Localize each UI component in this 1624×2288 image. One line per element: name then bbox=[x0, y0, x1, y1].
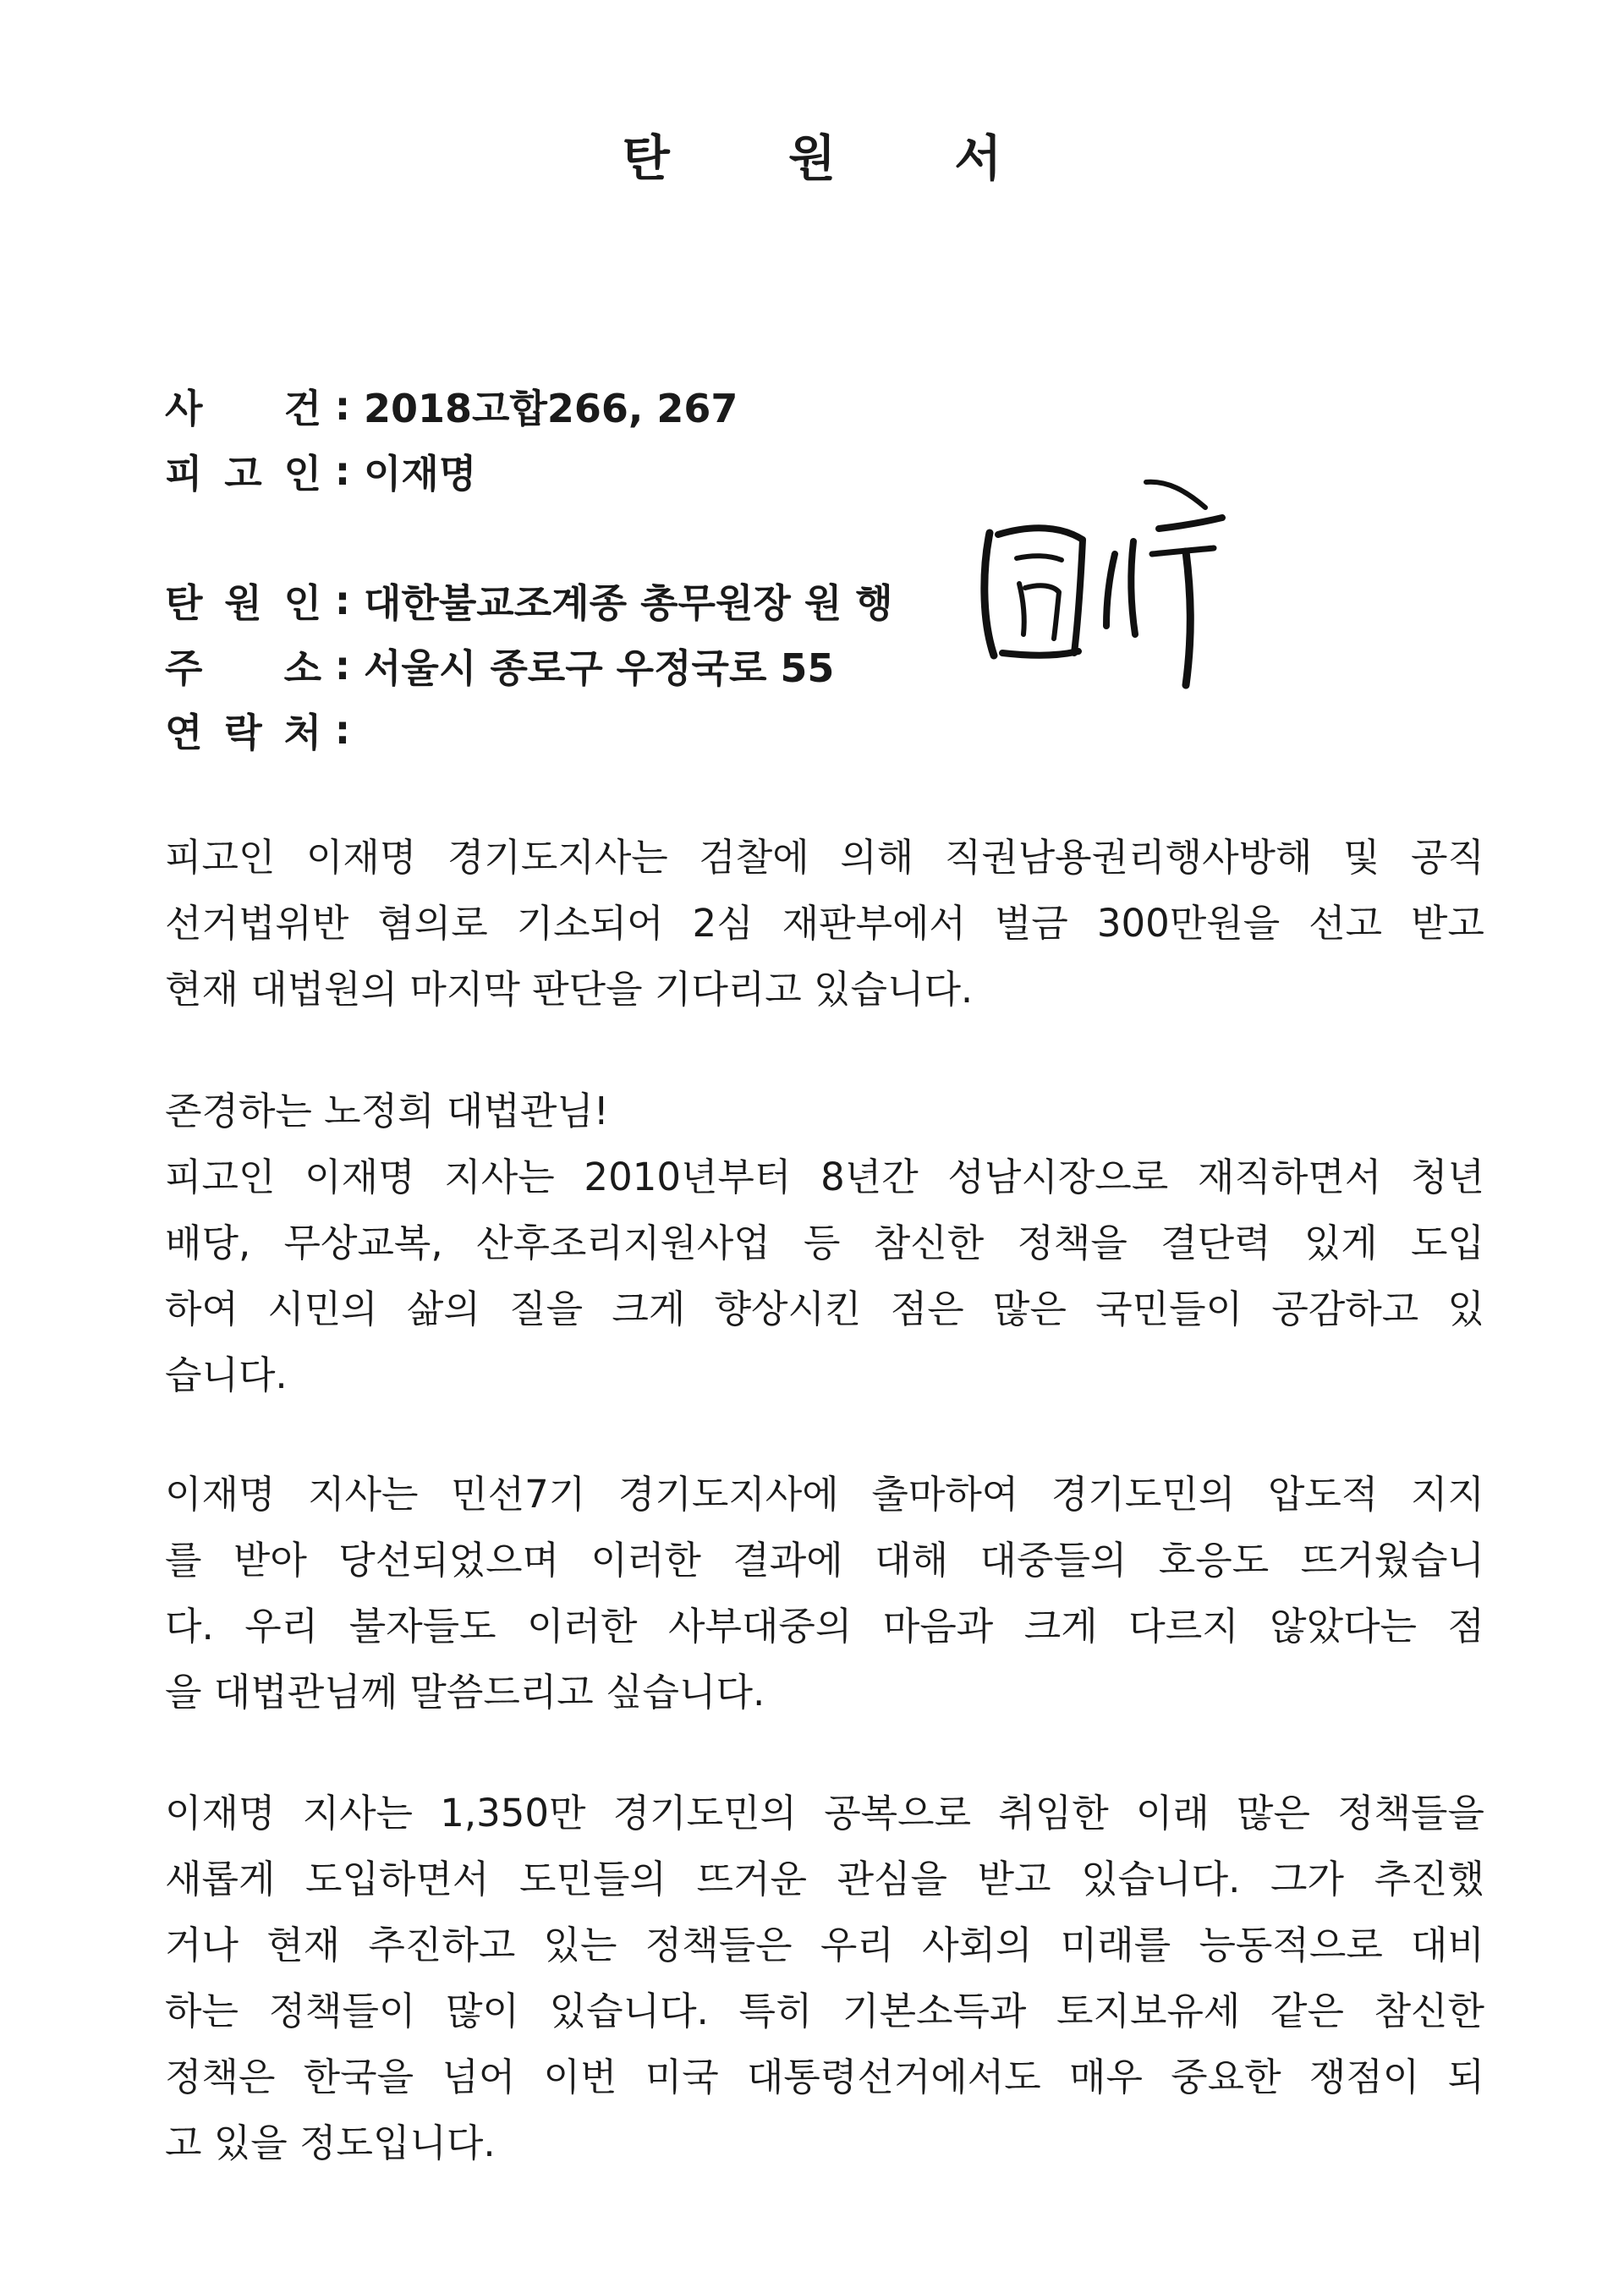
field-address-label: 주 소 bbox=[165, 645, 321, 691]
field-address bbox=[165, 636, 834, 695]
paragraph-1 bbox=[165, 825, 1484, 1023]
paragraph-line: 이재명 지사는 민선7기 경기도지사에 출마하여 경기도민의 압도적 지지 bbox=[165, 1472, 1484, 1517]
field-colon: : bbox=[334, 578, 351, 623]
field-colon: : bbox=[334, 707, 351, 753]
field-case bbox=[165, 376, 738, 436]
paragraph-2 bbox=[165, 1078, 1484, 1408]
field-address-value: 서울시 종로구 우정국로 55 bbox=[364, 645, 835, 691]
paragraph-line: 거나 현재 추진하고 있는 정책들은 우리 사회의 미래를 능동적으로 대비 bbox=[165, 1923, 1484, 1967]
field-petitioner-value: 대한불교조계종 총무원장 원 행 bbox=[364, 580, 893, 626]
field-colon: : bbox=[334, 383, 351, 429]
paragraph-line: 을 대법관님께 말씀드리고 싶습니다. bbox=[165, 1670, 765, 1715]
field-case-value: 2018고합266, 267 bbox=[364, 386, 738, 431]
paragraph-line: 선거법위반 혐의로 기소되어 2심 재판부에서 벌금 300만원을 선고 받고 bbox=[165, 901, 1484, 946]
paragraph-line: 고 있을 정도입니다. bbox=[165, 2121, 496, 2165]
paragraph-line: 배당, 무상교복, 산후조리지원사업 등 참신한 정책을 결단력 있게 도입 bbox=[165, 1221, 1484, 1265]
signature-image bbox=[964, 474, 1252, 694]
field-petitioner bbox=[165, 571, 893, 630]
field-defendant-label: 피 고 인 bbox=[165, 451, 321, 497]
field-colon: : bbox=[334, 643, 351, 689]
paragraph-line: 피고인 이재명 지사는 2010년부터 8년간 성남시장으로 재직하면서 청년 bbox=[165, 1155, 1484, 1199]
paragraph-line: 를 받아 당선되었으며 이러한 결과에 대해 대중들의 호응도 뜨거웠습니 bbox=[165, 1538, 1484, 1583]
field-case-label: 사 건 bbox=[165, 386, 321, 431]
paragraph-line: 이재명 지사는 1,350만 경기도민의 공복으로 취임한 이래 많은 정책들을 bbox=[165, 1791, 1484, 1835]
field-contact bbox=[165, 700, 364, 760]
field-contact-label: 연 락 처 bbox=[165, 710, 321, 755]
paragraph-line: 존경하는 노정희 대법관님! bbox=[165, 1089, 609, 1133]
field-defendant-value: 이재명 bbox=[364, 451, 477, 497]
field-petitioner-label: 탄 원 인 bbox=[165, 580, 321, 626]
paragraph-line: 새롭게 도입하면서 도민들의 뜨거운 관심을 받고 있습니다. 그가 추진했 bbox=[165, 1857, 1484, 1901]
document-title: 탄 원 서 bbox=[622, 129, 1053, 187]
paragraph-line: 현재 대법원의 마지막 판단을 기다리고 있습니다. bbox=[165, 967, 974, 1012]
field-colon: : bbox=[334, 448, 351, 494]
paragraph-line: 습니다. bbox=[165, 1352, 288, 1397]
field-defendant bbox=[165, 442, 476, 501]
paragraph-line: 하여 시민의 삶의 질을 크게 향상시킨 점은 많은 국민들이 공감하고 있 bbox=[165, 1287, 1484, 1331]
paragraph-line: 다. 우리 불자들도 이러한 사부대중의 마음과 크게 다르지 않았다는 점 bbox=[165, 1604, 1484, 1649]
paragraph-3 bbox=[165, 1462, 1484, 1726]
paragraph-4 bbox=[165, 1780, 1484, 2176]
paragraph-line: 피고인 이재명 경기도지사는 검찰에 의해 직권남용권리행사방해 및 공직 bbox=[165, 835, 1484, 880]
paragraph-line: 정책은 한국을 넘어 이번 미국 대통령선거에서도 매우 중요한 쟁점이 되 bbox=[165, 2055, 1484, 2099]
paragraph-line: 하는 정책들이 많이 있습니다. 특히 기본소득과 토지보유세 같은 참신한 bbox=[165, 1989, 1484, 2033]
